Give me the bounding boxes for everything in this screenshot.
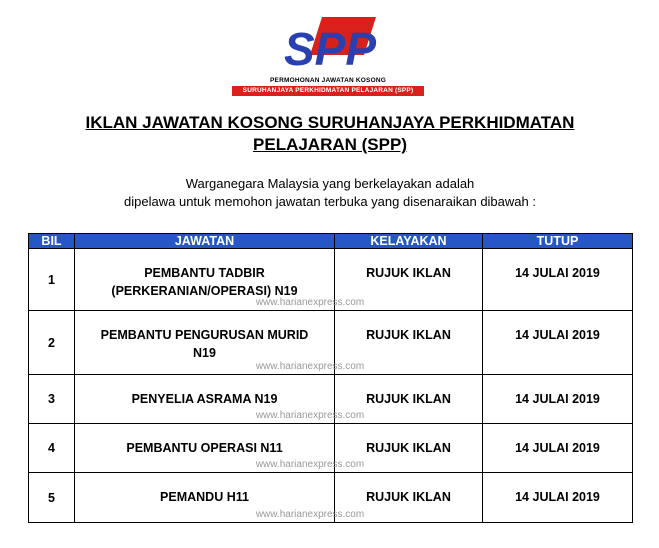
jawatan-cell: [75, 473, 365, 523]
header-tutup: TUTUP: [483, 234, 633, 249]
bil-cell: 2: [29, 311, 75, 375]
intro-line-2: dipelawa untuk memohon jawatan terbuka yang disenaraikan dibawah :: [124, 194, 536, 209]
jawatan-line-1: PEMBANTU PENGURUSAN MURID: [100, 328, 309, 342]
tutup-cell: 14 JULAI 2019: [483, 375, 633, 424]
watermark: www.harianexpress.com: [255, 361, 365, 372]
bil-cell: 5: [29, 473, 75, 523]
kelayakan-cell: RUJUK IKLAN: [335, 375, 483, 424]
spp-logo: [232, 15, 424, 95]
page-title: [20, 112, 640, 156]
kelayakan-cell: RUJUK IKLAN: [335, 249, 483, 311]
watermark: www.harianexpress.com: [255, 509, 365, 520]
kelayakan-cell: RUJUK IKLAN: [335, 311, 483, 375]
tutup-cell: 14 JULAI 2019: [483, 249, 633, 311]
title-line-2: PELAJARAN (SPP): [253, 135, 407, 154]
jawatan-cell: [75, 424, 365, 473]
tutup-cell: 14 JULAI 2019: [483, 424, 633, 473]
kelayakan-cell: RUJUK IKLAN: [335, 424, 483, 473]
table-row: [29, 311, 633, 375]
intro-text: [20, 175, 640, 211]
jawatan-line-1: PEMBANTU OPERASI N11: [126, 441, 283, 455]
table-row: [29, 473, 633, 523]
tutup-cell: 14 JULAI 2019: [483, 311, 633, 375]
jawatan-line-1: PEMBANTU TADBIR: [144, 266, 265, 280]
logo-bar: SURUHANJAYA PERKHIDMATAN PELAJARAN (SPP): [232, 86, 424, 96]
kelayakan-cell: RUJUK IKLAN: [335, 473, 483, 523]
bil-cell: 3: [29, 375, 75, 424]
title-line-1: IKLAN JAWATAN KOSONG SURUHANJAYA PERKHIDMATAN: [85, 113, 575, 132]
jawatan-line-1: PENYELIA ASRAMA N19: [131, 392, 278, 406]
jawatan-line-2: N19: [193, 346, 216, 360]
vacancy-table: [28, 233, 633, 523]
watermark: www.harianexpress.com: [255, 410, 365, 421]
jawatan-line-2: (PERKERANIAN/OPERASI) N19: [111, 284, 298, 298]
watermark: www.harianexpress.com: [255, 459, 365, 470]
watermark: www.harianexpress.com: [255, 297, 365, 308]
logo-letters: SPP: [284, 23, 377, 75]
jawatan-line-1: PEMANDU H11: [160, 490, 249, 504]
table-row: [29, 249, 633, 311]
table-header-row: [29, 234, 633, 249]
header-bil: BIL: [29, 234, 75, 249]
tutup-cell: 14 JULAI 2019: [483, 473, 633, 523]
table-row: [29, 375, 633, 424]
header-kelayakan: KELAYAKAN: [335, 234, 483, 249]
jawatan-cell: [75, 311, 365, 375]
header-jawatan: JAWATAN: [75, 234, 335, 249]
bil-cell: 1: [29, 249, 75, 311]
spp-logo-graphic: [282, 15, 377, 75]
bil-cell: 4: [29, 424, 75, 473]
table-row: [29, 424, 633, 473]
intro-line-1: Warganegara Malaysia yang berkelayakan adalah: [185, 176, 475, 191]
jawatan-cell: [75, 375, 365, 424]
logo-subtitle: PERMOHONAN JAWATAN KOSONG: [270, 77, 386, 84]
jawatan-cell: [75, 249, 365, 311]
